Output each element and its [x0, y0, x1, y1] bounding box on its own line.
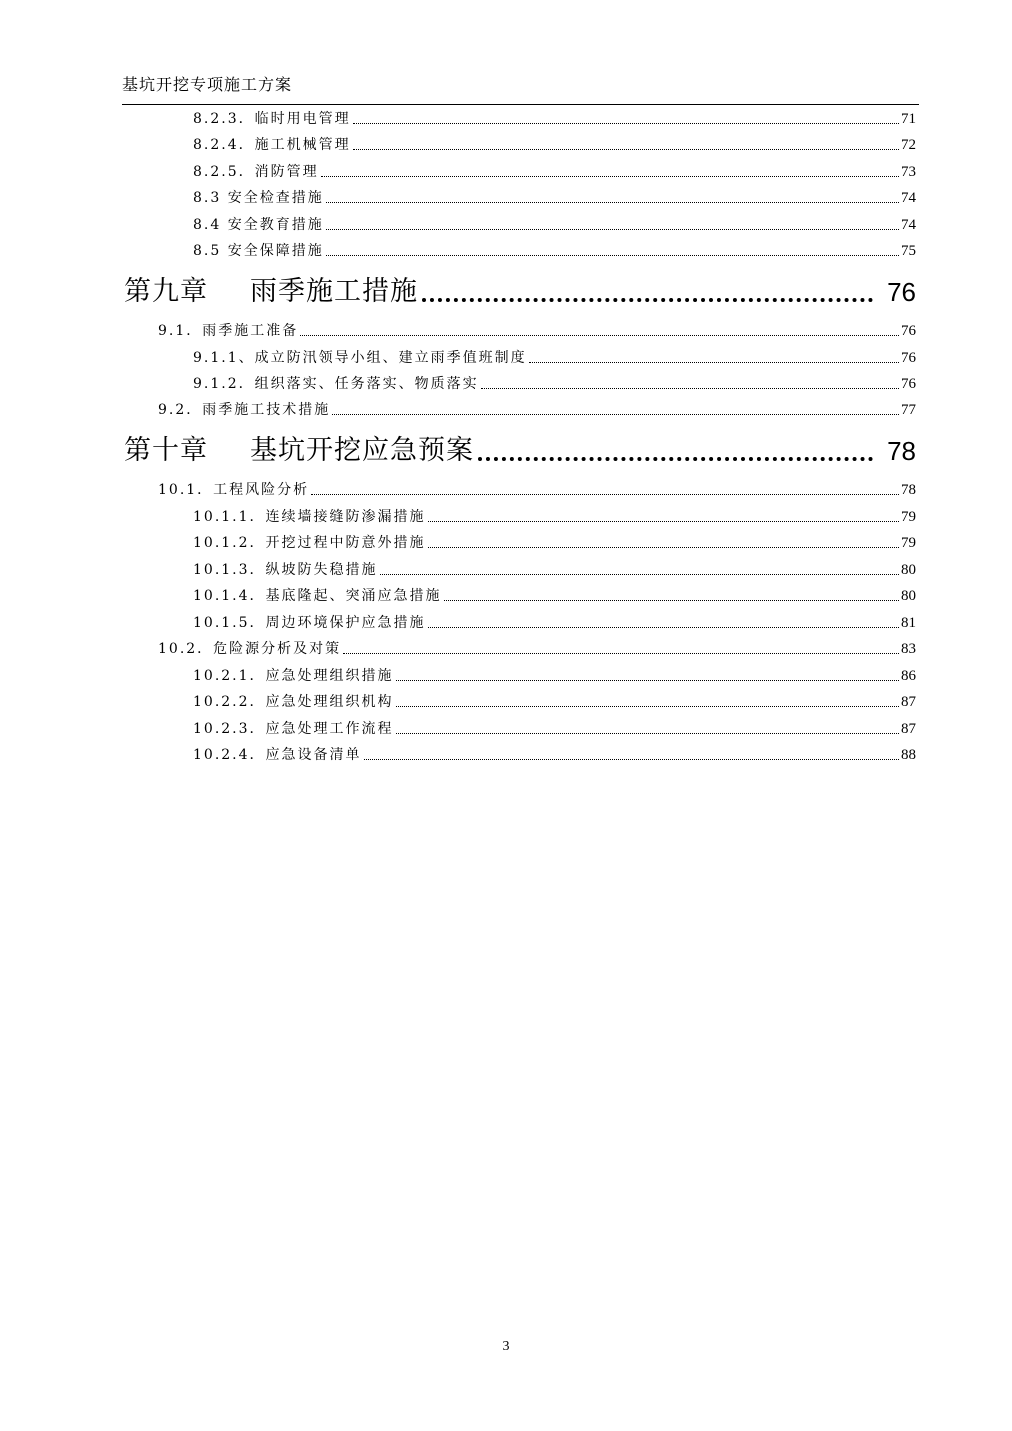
toc-entry-page: 87	[901, 721, 916, 737]
toc-entry-10-2-1[interactable]	[193, 665, 916, 687]
dot-leader	[396, 733, 899, 734]
toc-entry-10-2-4[interactable]	[193, 744, 916, 766]
toc-entry-label: 8.2.5．消防管理	[193, 164, 319, 180]
toc-chapter-9[interactable]	[124, 274, 916, 310]
chapter-title: 雨季施工措施	[250, 276, 418, 307]
toc-entry-8-2-4[interactable]	[193, 134, 916, 156]
toc-entry-9-2[interactable]	[158, 399, 916, 421]
toc-entry-label: 10.1．工程风险分析	[158, 482, 310, 498]
toc-entry-page: 76	[901, 323, 916, 339]
toc-entry-10-2-2[interactable]	[193, 691, 916, 713]
dot-leader	[332, 414, 899, 415]
toc-entry-label: 10.2.3．应急处理工作流程	[193, 721, 394, 737]
toc-entry-label: 10.2.1．应急处理组织措施	[193, 668, 394, 684]
toc-entry-page: 86	[901, 668, 916, 684]
dot-leader	[396, 680, 899, 681]
toc-entry-label: 8.3 安全检查措施	[193, 190, 324, 206]
chapter-number: 第九章	[124, 276, 208, 307]
dot-leader	[478, 457, 873, 461]
toc-entry-label: 10.1.3．纵坡防失稳措施	[193, 562, 378, 578]
toc-entry-9-1[interactable]	[158, 320, 916, 342]
dot-leader	[326, 202, 899, 203]
toc-entry-8-2-3[interactable]	[193, 108, 916, 130]
toc-entry-label: 8.5 安全保障措施	[193, 243, 324, 259]
toc-entry-10-1-2[interactable]	[193, 532, 916, 554]
toc-entry-page: 76	[901, 350, 916, 366]
toc-entry-label: 9.1．雨季施工准备	[158, 323, 299, 339]
toc-entry-10-1-4[interactable]	[193, 585, 916, 607]
toc-entry-page: 79	[901, 535, 916, 551]
toc-entry-label: 10.1.5．周边环境保护应急措施	[193, 615, 426, 631]
toc-entry-label: 9.1.1、成立防汛领导小组、建立雨季值班制度	[193, 350, 527, 366]
toc-entry-page: 73	[901, 164, 916, 180]
toc-entry-page: 74	[901, 217, 916, 233]
toc-entry-page: 80	[901, 588, 916, 604]
chapter-title: 基坑开挖应急预案	[250, 435, 474, 466]
dot-leader	[321, 176, 899, 177]
toc-entry-8-3[interactable]	[193, 187, 916, 209]
dot-leader	[343, 653, 899, 654]
dot-leader	[364, 759, 899, 760]
dot-leader	[529, 362, 899, 363]
toc-entry-8-5[interactable]	[193, 240, 916, 262]
dot-leader	[396, 706, 899, 707]
toc-entry-label: 10.1.1．连续墙接缝防渗漏措施	[193, 509, 426, 525]
toc-entry-label: 8.2.3．临时用电管理	[193, 111, 351, 127]
dot-leader	[300, 335, 899, 336]
chapter-page: 76	[887, 277, 916, 307]
chapter-number: 第十章	[124, 435, 208, 466]
toc-entry-page: 77	[901, 402, 916, 418]
toc-chapter-10[interactable]	[124, 433, 916, 469]
chapter-page: 78	[887, 436, 916, 466]
toc-entry-page: 87	[901, 694, 916, 710]
dot-leader	[428, 627, 899, 628]
toc-entry-page: 88	[901, 747, 916, 763]
dot-leader	[353, 123, 899, 124]
toc-entry-10-1[interactable]	[158, 479, 916, 501]
dot-leader	[326, 229, 899, 230]
toc-entry-label: 9.1.2．组织落实、任务落实、物质落实	[193, 376, 479, 392]
toc-entry-10-1-1[interactable]	[193, 506, 916, 528]
toc-entry-page: 76	[901, 376, 916, 392]
running-header: 基坑开挖专项施工方案	[122, 75, 293, 94]
toc-entry-label: 10.2.4．应急设备清单	[193, 747, 362, 763]
dot-leader	[428, 521, 899, 522]
toc-entry-page: 75	[901, 243, 916, 259]
toc-entry-page: 71	[901, 111, 916, 127]
toc-entry-label: 8.2.4．施工机械管理	[193, 137, 351, 153]
toc-entry-label: 8.4 安全教育措施	[193, 217, 324, 233]
dot-leader	[353, 149, 899, 150]
dot-leader	[326, 255, 899, 256]
toc-entry-10-1-5[interactable]	[193, 612, 916, 634]
dot-leader	[380, 574, 899, 575]
toc-entry-10-2[interactable]	[158, 638, 916, 660]
toc-entry-label: 10.2.2．应急处理组织机构	[193, 694, 394, 710]
toc-entry-10-2-3[interactable]	[193, 718, 916, 740]
dot-leader	[481, 388, 899, 389]
toc-entry-page: 72	[901, 137, 916, 153]
toc-entry-10-1-3[interactable]	[193, 559, 916, 581]
toc-entry-page: 78	[901, 482, 916, 498]
toc-entry-page: 83	[901, 641, 916, 657]
toc-entry-label: 10.1.4．基底隆起、突涌应急措施	[193, 588, 442, 604]
toc-entry-9-1-1[interactable]	[193, 347, 916, 369]
toc-entry-page: 81	[901, 615, 916, 631]
toc-entry-label: 10.1.2．开挖过程中防意外措施	[193, 535, 426, 551]
toc-entry-8-4[interactable]	[193, 214, 916, 236]
dot-leader	[444, 600, 899, 601]
toc-entry-page: 80	[901, 562, 916, 578]
toc-entry-label: 9.2．雨季施工技术措施	[158, 402, 331, 418]
toc-entry-8-2-5[interactable]	[193, 161, 916, 183]
dot-leader	[422, 298, 873, 302]
toc-entry-page: 74	[901, 190, 916, 206]
toc-entry-label: 10.2．危险源分析及对策	[158, 641, 342, 657]
dot-leader	[311, 494, 899, 495]
toc-entry-9-1-2[interactable]	[193, 373, 916, 395]
dot-leader	[428, 547, 899, 548]
toc-entry-page: 79	[901, 509, 916, 525]
page-number: 3	[502, 1339, 510, 1354]
